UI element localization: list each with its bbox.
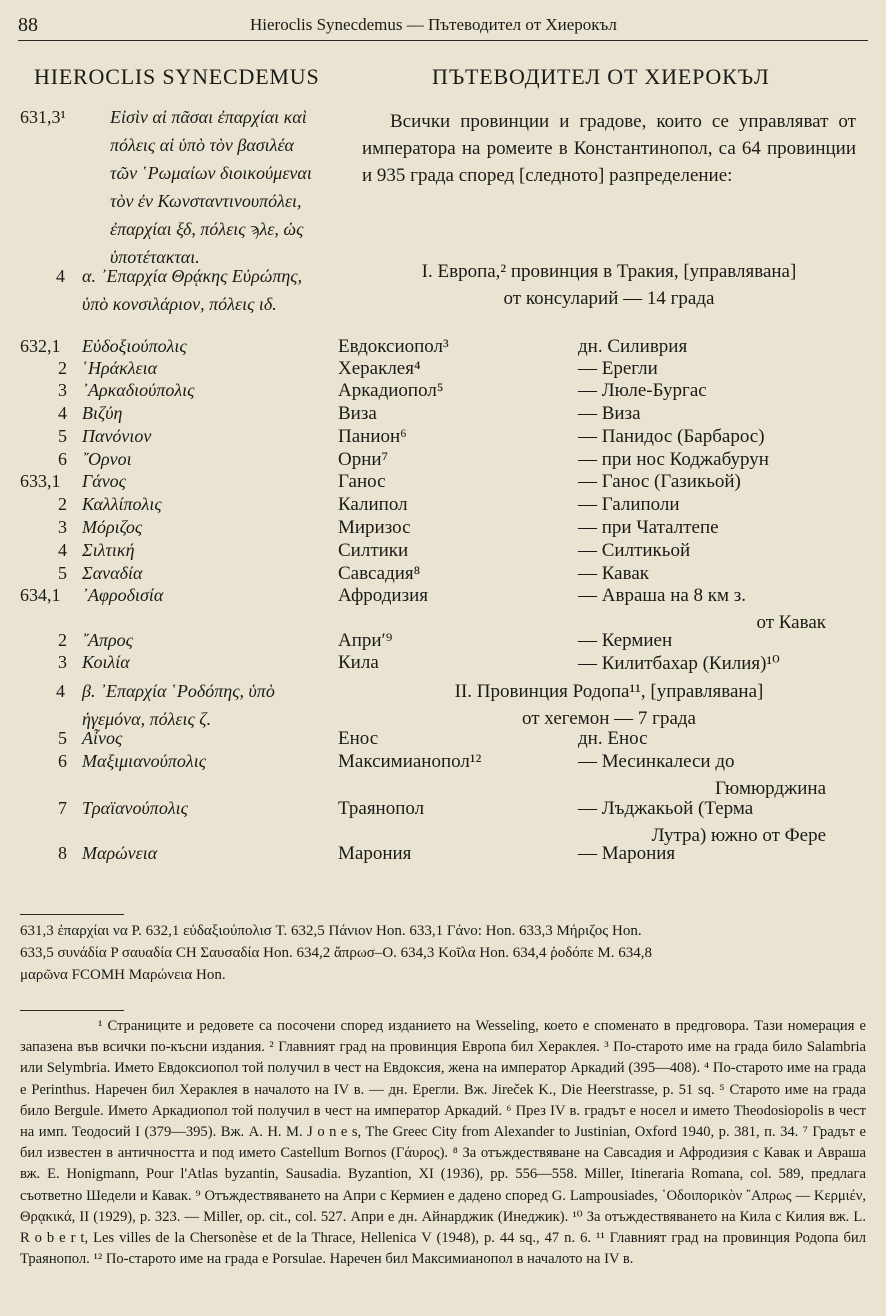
section-1-bg-line2: от консуларий — 14 града [503, 288, 715, 309]
bulgarian-name: Аркадиопол⁵ [338, 380, 444, 401]
line-ref: 4 [58, 540, 67, 560]
line-ref: 6 [58, 751, 67, 771]
intro-greek-text [20, 103, 320, 271]
modern-name: — Панидос (Барбарос) [578, 426, 765, 447]
page-number: 88 [18, 14, 38, 36]
modern-name: — Галиполи [578, 494, 680, 515]
modern-name: — Люле-Бургас [578, 380, 707, 401]
modern-name: — Килитбахар (Килия)¹⁰ [578, 653, 780, 674]
bulgarian-name: Виза [338, 403, 377, 424]
section-1-bulgarian-heading [362, 258, 856, 312]
section-1-greek-heading [20, 262, 320, 318]
modern-name: — Кавак [578, 563, 649, 584]
bulgarian-name: Кила [338, 652, 379, 673]
greek-name: Γάνος [82, 471, 126, 491]
greek-name: Μαξιμιανούπολις [82, 751, 207, 771]
entry-row [0, 585, 886, 633]
modern-name: — Лъджакьой (Терма [578, 798, 754, 819]
modern-name: дн. Силиврия [578, 336, 688, 357]
greek-name: Πανόνιον [82, 426, 152, 446]
intro-ref: 631,3¹ [20, 107, 66, 127]
line-ref: 3 [58, 517, 67, 537]
bulgarian-name: Афродизия [338, 585, 429, 606]
greek-name: Αἶνος [82, 728, 123, 748]
modern-name-line2: Гюмюрджина [714, 778, 826, 799]
line-ref: 634,1 [20, 585, 61, 605]
bulgarian-name: Хераклея⁴ [338, 358, 421, 379]
modern-name: — Месинкалеси до [578, 751, 735, 772]
section-2-bulgarian-heading [362, 678, 856, 732]
bulgarian-name: Калипол [338, 494, 408, 515]
footnote-divider [20, 1010, 124, 1011]
critical-apparatus [20, 920, 866, 986]
entry-row [0, 843, 886, 871]
section-1-bg-line1: I. Европа,² провинция в Тракия, [управлявана] [421, 261, 797, 282]
footnotes [20, 1016, 866, 1270]
greek-column-title: HIEROCLIS SYNECDEMUS [34, 64, 320, 89]
line-ref: 2 [58, 494, 67, 514]
greek-name: ᾿Αφροδισία [82, 585, 164, 605]
line-ref: 8 [58, 843, 67, 863]
greek-name: Μαρώνεια [82, 843, 158, 863]
modern-name: — Ерегли [578, 358, 658, 379]
modern-name-line2: от Кавак [756, 612, 826, 633]
bulgarian-name: Панион⁶ [338, 426, 407, 447]
bulgarian-name: Априʹ⁹ [338, 630, 393, 651]
section-2-bg-line2: от хегемон — 7 града [521, 708, 696, 729]
bulgarian-name: Ганос [338, 471, 386, 492]
greek-name: ᾿Αρκαδιούπολις [82, 380, 195, 400]
modern-name: — при нос Коджабурун [578, 449, 769, 470]
greek-name: Σιλτική [82, 540, 135, 560]
modern-name: — Авраша на 8 км з. [578, 585, 747, 606]
section-2-bg-line1: II. Провинция Родопа¹¹, [управлявана] [454, 681, 764, 702]
modern-name: — Марония [578, 843, 676, 864]
modern-name-line2: Лутра) южно от Фере [651, 825, 826, 846]
intro-bulgarian-text: Всички провинции и градове, които се управляват от императора на ромеите в Константинопол, са 64 провинции и 935 града според [следното] разпределение: [362, 111, 856, 186]
running-header [18, 12, 868, 41]
modern-name: дн. Енос [578, 728, 648, 749]
line-ref: 3 [58, 652, 67, 672]
entry-row [0, 798, 886, 846]
line-ref: 633,1 [20, 471, 61, 491]
bulgarian-name: Енос [338, 728, 379, 749]
greek-name: Εὐδοξιούπολις [82, 336, 187, 356]
greek-name: Καλλίπολις [82, 494, 162, 514]
line-ref: 2 [58, 358, 67, 378]
bulgarian-column-title: ПЪТЕВОДИТЕЛ ОТ ХИЕРОКЪЛ [432, 64, 770, 89]
line-ref: 5 [58, 728, 67, 748]
greek-name: Τραϊανούπολις [82, 798, 188, 818]
section-1-ref: 4 [56, 266, 65, 286]
apparatus-line: 633,5 συνάδία P σαυαδία CH Σαυσαδία Hon. 634,2 ἄπρωσ–O. 634,3 Κοῖλα Hon. 634,4 ῥοδόπε M. 634,8 [20, 945, 652, 961]
line-ref: 4 [58, 403, 67, 423]
line-ref: 7 [58, 798, 67, 818]
line-ref: 5 [58, 426, 67, 446]
greek-name: ῎Απρος [82, 630, 133, 650]
section-2-greek-heading [20, 677, 320, 733]
greek-name: ῾Ηράκλεια [82, 358, 158, 378]
modern-name: — Виза [578, 403, 641, 424]
section-1-greek: α. ᾿Επαρχία Θρᾴκης Εὐρώπης, ὑπὸ κονσιλάριον, πόλεις ιδ. [82, 266, 303, 314]
line-ref: 3 [58, 380, 67, 400]
line-ref: 5 [58, 563, 67, 583]
modern-name: — Ганос (Газикьой) [578, 471, 741, 492]
apparatus-line: 631,3 ἐπαρχίαι να P. 632,1 εὐδαξιούπολισ T. 632,5 Πάνιον Hon. 633,1 Γάνο: Hon. 633,3 Μήριζος Hon. [20, 923, 642, 939]
footnote-text: ¹ Страниците и редовете са посочени според изданието на Wesseling, което е споменато в предговора. Тази номерация е запазена във всички по-късни издания. ² Главният град на провинция Европа бил Хераклея. ³ По-старото име на града било Salambria или Selymbria. Името Евдоксиопол той получил в чест на Евдоксия, жена на император Аркадий (395—408). ⁴ По-старото име на града е Perinthus. Наречен бил Хераклея в началото на IV в. — дн. Ерегли. Вж. Jireček K., Die Heerstrasse, p. 51 sq. ⁵ Старото име на града било Bergule. Името Аркадиопол той получил в чест на император Аркадий. ⁶ През IV в. градът е носел и името Theodosiopolis в чест на имп. Теодосий I (379—395). Вж. A. H. M. J o n e s, The Greec City from Alexander to Justinian, Oxford 1940, p. 381, п. 34. ⁷ Градът е бил известен в античността и под името Castellum Bornos (Γάυρος). ⁸ За отъждествяване на Савсадия и Афродизия с Кавак и Авраша вж. E. Honigmann, Pour l'Atlas byzantin, Sausadia. Byzantion, XI (1936), pp. 556—558. Miller, Itineraria Romana, col. 589, предлага съответно Шедели и Кавак. ⁹ Отъждествяването на Апри с Кермиен е дадено според G. Lampousiades, ῾Οδοιπορικὸν ῎Απρως — Κερμιέν, Θρᾳκικά, II (1929), p. 323. — Miller, op. cit., col. 527. Апри е дн. Айнарджик (Инеджик). ¹⁰ За отъждествяването на Кила с Килия вж. L. R o b e r t, Les villes de la Chersonèse et de la Thrace, Hellenica V (1948), p. 44 sq., 47 n. 6. ¹¹ Главният град на провинция Родопа бил Траянопол. ¹² По-старото име на града е Porsulae. Наречен бил Максимианопол в началото на IV в. [20, 1018, 866, 1268]
section-2-greek: β. ᾿Επαρχία ῾Ροδόπης, ὑπὸ ἡγεμόνα, πόλεις ζ. [82, 681, 275, 729]
running-title: Hieroclis Synecdemus — Пътеводител от Хиерокъл [250, 15, 617, 34]
bulgarian-name: Марония [338, 843, 412, 864]
bulgarian-name: Миризос [338, 517, 411, 538]
bulgarian-name: Траянопол [338, 798, 425, 819]
line-ref: 632,1 [20, 336, 61, 356]
modern-name: — Кермиен [578, 630, 673, 651]
bulgarian-name: Евдоксиопол³ [338, 336, 449, 357]
apparatus-line: μαρῶνα FCOMH Μαρώνεια Hon. [20, 967, 226, 983]
bulgarian-name: Силтики [338, 540, 409, 561]
bulgarian-name: Максимианопол¹² [338, 751, 482, 772]
greek-name: Κοιλία [82, 652, 130, 672]
bulgarian-name: Орни⁷ [338, 449, 389, 470]
greek-name: ῎Ορνοι [82, 449, 132, 469]
bulgarian-name: Савсадия⁸ [338, 563, 421, 584]
apparatus-divider [20, 914, 124, 915]
greek-name: Σαναδία [82, 563, 143, 583]
modern-name: — Силтикьой [578, 540, 691, 561]
line-ref: 2 [58, 630, 67, 650]
entry-row [0, 652, 886, 680]
line-ref: 6 [58, 449, 67, 469]
greek-name: Μόριζος [82, 517, 143, 537]
modern-name: — при Чаталтепе [578, 517, 719, 538]
entry-row [0, 751, 886, 799]
intro-greek: Εἰσὶν αἱ πᾶσαι ἐπαρχίαι καὶ πόλεις αἱ ὑπὸ τὸν βασιλέα τῶν ῾Ρωμαίων διοικούμεναι τὸν ἐν Κωνσταντινουπόλει, ἐπαρχίαι ξδ, πόλεις ϡλε, ὡς ὑποτέτακται. [110, 107, 312, 267]
greek-name: Βιζύη [82, 403, 123, 423]
section-2-ref: 4 [56, 681, 65, 701]
